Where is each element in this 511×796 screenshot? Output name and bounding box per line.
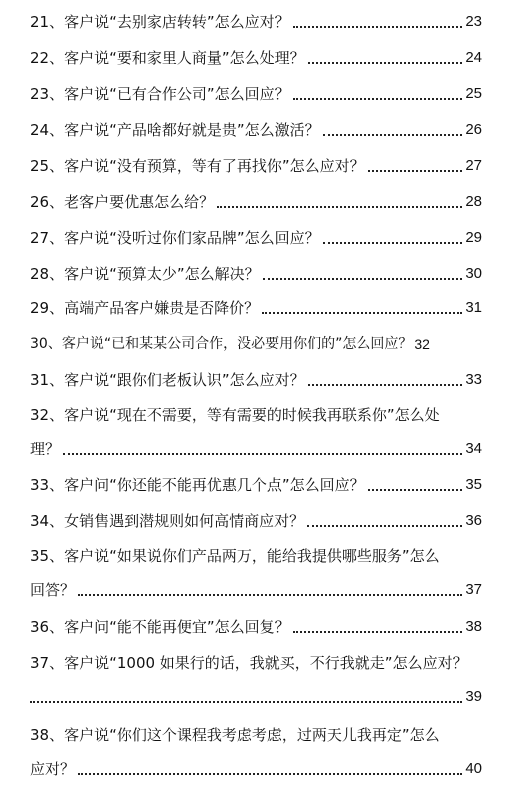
toc-entry-24[interactable] [30,120,482,140]
toc-page-number: 26 [465,121,482,138]
toc-entry-title: 33、客户问“你还能不能再优惠几个点”怎么回应？ [30,476,365,494]
toc-entry-title: 32、客户说“现在不需要，等有需要的时候我再联系你”怎么处 [30,406,440,424]
toc-entry-title: 35、客户说“如果说你们产品两万，能给我提供哪些服务”怎么 [30,547,440,565]
toc-entry-26[interactable] [30,192,482,212]
toc-entry-title: 25、客户说“没有预算，等有了再找你”怎么应对？ [30,157,365,175]
toc-entry-title: 34、女销售遇到潜规则如何高情商应对？ [30,512,305,530]
dot-leader [293,619,463,633]
toc-page-number: 35 [465,476,482,493]
toc-entry-31[interactable] [30,370,482,390]
toc-entry-34[interactable] [30,511,482,531]
toc-page-number: 40 [465,760,482,777]
dot-leader [293,14,463,28]
toc-entry-title: 38、客户说“你们这个课程我考虑考虑，过两天儿我再定”怎么 [30,726,440,744]
toc-entry-33[interactable] [30,475,482,495]
toc-entry-23[interactable] [30,84,482,104]
toc-page-number: 38 [465,618,482,635]
toc-entry-title: 30、客户说“已和某某公司合作，没必要用你们的”怎么回应？ [30,336,413,352]
toc-entry-36[interactable] [30,617,482,637]
dot-leader [323,230,463,244]
toc-entry-22[interactable] [30,48,482,68]
toc-page-number: 29 [465,229,482,246]
toc-entry-37[interactable] [30,653,482,707]
toc-entry-title: 27、客户说“没听过你们家品牌”怎么回应？ [30,229,320,247]
toc-entry-27[interactable] [30,228,482,248]
toc-entry-title: 23、客户说“已有合作公司”怎么回应？ [30,85,290,103]
dot-leader [307,513,462,527]
toc-entry-title: 29、高端产品客户嫌贵是否降价？ [30,299,260,317]
dot-leader [368,158,463,172]
toc-page-number: 37 [465,581,482,598]
dot-leader [308,50,463,64]
toc-entry-28[interactable] [30,264,482,284]
dot-leader [308,372,463,386]
toc-entry-title: 24、客户说“产品啥都好就是贵”怎么激活？ [30,121,320,139]
toc-entry-29[interactable] [30,298,482,318]
dot-leader [368,477,463,491]
toc-page-number: 30 [465,265,482,282]
toc-entry-title-continued: 回答？ [30,581,76,599]
toc-entry-32[interactable] [30,405,482,459]
dot-leader [217,194,462,208]
toc-page-number: 25 [465,85,482,102]
toc-entry-30[interactable] [30,334,496,354]
toc-page-number: 33 [465,371,482,388]
toc-entry-21[interactable] [30,12,482,32]
toc-page-number: 32 [414,336,430,352]
toc-page-number: 28 [465,193,482,210]
dot-leader [78,761,462,775]
toc-entry-title: 36、客户问“能不能再便宜”怎么回复？ [30,618,290,636]
toc-entry-title-continued: 理？ [30,440,61,458]
toc-page-number: 24 [465,49,482,66]
toc-page-number: 34 [465,440,482,457]
toc-entry-title: 21、客户说“去别家店转转”怎么应对？ [30,13,290,31]
toc-page-number: 39 [465,688,482,705]
toc-entry-title: 37、客户说“1000 如果行的话，我就买，不行我就走”怎么应对？ [30,654,468,672]
dot-leader [323,122,463,136]
dot-leader [262,300,462,314]
toc-entry-title: 31、客户说“跟你们老板认识”怎么应对？ [30,371,305,389]
toc-page-number: 36 [465,512,482,529]
toc-page-number: 27 [465,157,482,174]
toc-page-number: 23 [465,13,482,30]
dot-leader [78,582,462,596]
toc-entry-title: 26、老客户要优惠怎么给？ [30,193,215,211]
toc-entry-title: 22、客户说“要和家里人商量”怎么处理？ [30,49,305,67]
toc-entry-title-continued: 应对？ [30,760,76,778]
dot-leader [263,266,463,280]
toc-entry-38[interactable] [30,725,482,779]
toc-page-number: 31 [465,299,482,316]
dot-leader [293,86,463,100]
toc-entry-title: 28、客户说“预算太少”怎么解决？ [30,265,260,283]
dot-leader [63,441,462,455]
toc-entry-25[interactable] [30,156,482,176]
dot-leader [30,689,462,703]
toc-entry-35[interactable] [30,546,482,600]
